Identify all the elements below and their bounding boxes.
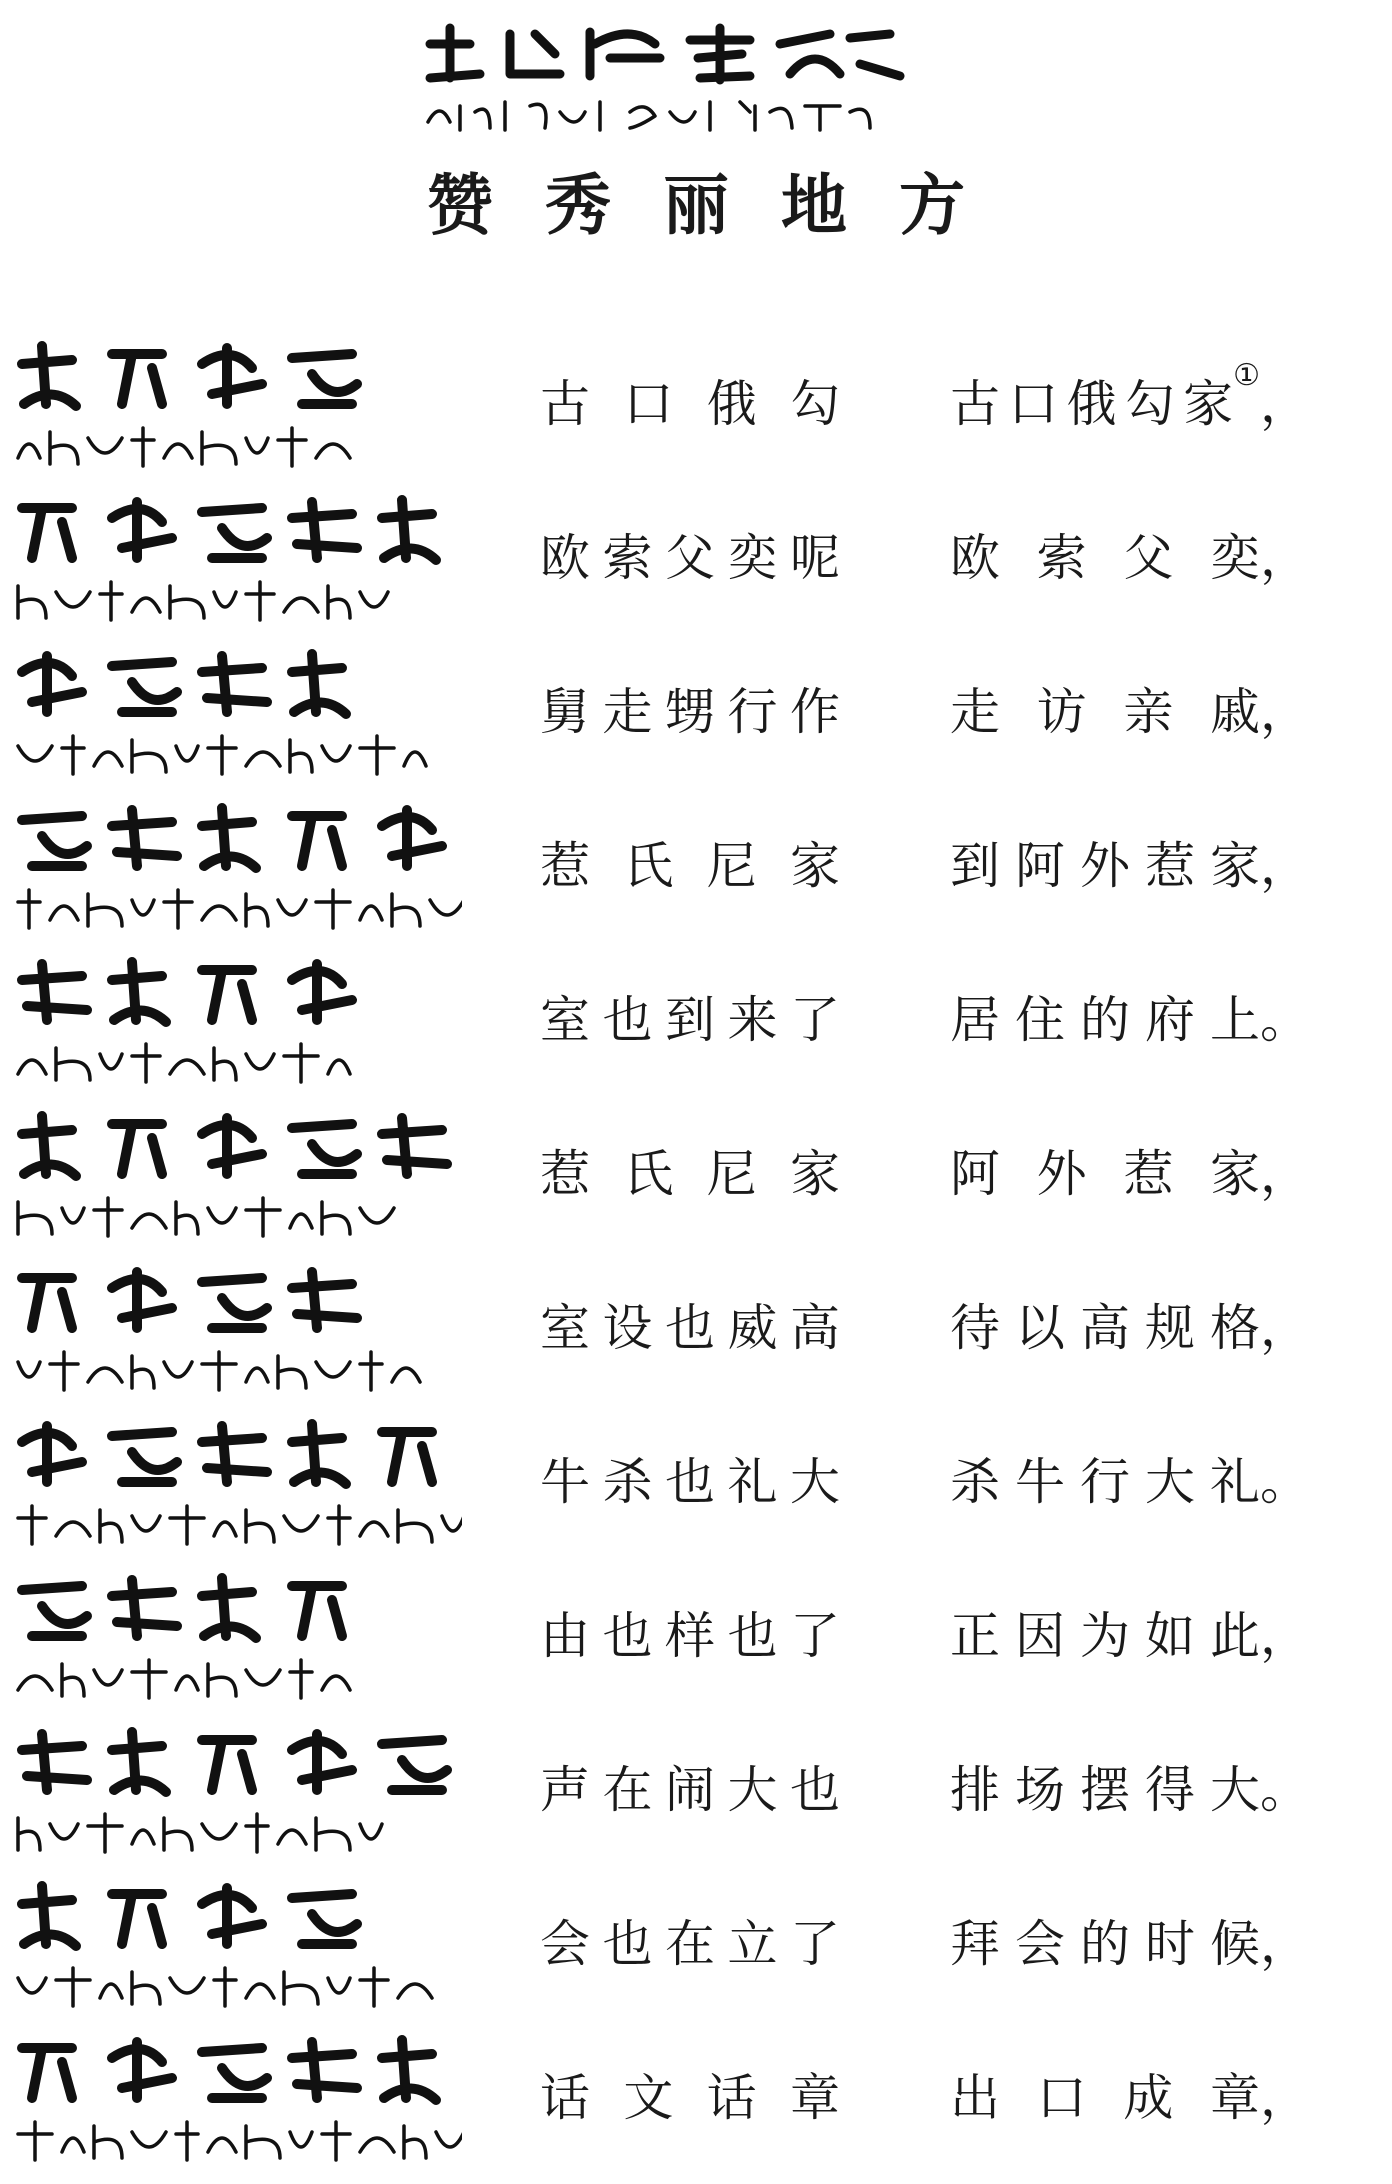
- literal-char: 闹: [665, 1761, 715, 1819]
- free-char: 会: [1015, 1915, 1065, 1973]
- free-char: 上。: [1210, 980, 1310, 1052]
- literal-translation: [540, 980, 840, 1052]
- literal-translation: [540, 1442, 840, 1514]
- literal-translation: [540, 1596, 840, 1668]
- yi-script-line-image: [12, 1720, 462, 1804]
- free-translation: [950, 2058, 1310, 2130]
- free-char: 的: [1080, 991, 1130, 1049]
- literal-char: 礼: [727, 1453, 778, 1511]
- literal-char: 奕: [727, 529, 778, 587]
- free-char: 成: [1123, 2069, 1174, 2127]
- free-translation: [950, 1596, 1310, 1668]
- poem-line: [0, 1408, 1392, 1562]
- yi-script-line-image: [12, 1874, 462, 1958]
- poem-line: [0, 1716, 1392, 1870]
- poem-line: [0, 1562, 1392, 1716]
- literal-char: 话: [540, 2069, 590, 2127]
- literal-char: 立: [727, 1915, 778, 1973]
- literal-char: 勾: [789, 375, 840, 433]
- literal-translation: [540, 1288, 840, 1360]
- free-char: 俄: [1066, 375, 1117, 433]
- literal-char: 口: [623, 375, 674, 433]
- literal-char: 了: [790, 991, 840, 1049]
- punctuation: 。: [1260, 1453, 1310, 1511]
- free-char: 拜: [950, 1915, 1000, 1973]
- free-char: 场: [1015, 1761, 1065, 1819]
- yi-phonetic-line-image: [12, 2112, 462, 2170]
- free-char: 规: [1145, 1299, 1195, 1357]
- free-char: 大。: [1210, 1750, 1310, 1822]
- free-char: 口: [1036, 2069, 1087, 2127]
- literal-char: 话: [706, 2069, 757, 2127]
- free-char: 住: [1015, 991, 1065, 1049]
- free-translation: [950, 1134, 1310, 1206]
- literal-char: 呢: [790, 529, 840, 587]
- literal-char: 威: [727, 1299, 778, 1357]
- free-char: 家①，: [1183, 364, 1310, 436]
- punctuation: 。: [1260, 1761, 1310, 1819]
- free-translation: [950, 1288, 1310, 1360]
- punctuation: 。: [1260, 991, 1310, 1049]
- poem-line: [0, 946, 1392, 1100]
- punctuation: ，: [1259, 2069, 1310, 2127]
- free-char: 惹: [1123, 1145, 1174, 1203]
- free-char: 古: [950, 375, 1000, 433]
- literal-char: 也: [727, 1607, 778, 1665]
- literal-char: 来: [727, 991, 778, 1049]
- literal-char: 古: [540, 375, 590, 433]
- literal-char: 也: [602, 1607, 653, 1665]
- free-char: 大: [1145, 1453, 1195, 1511]
- free-char: 时: [1145, 1915, 1195, 1973]
- free-char: 外: [1080, 837, 1130, 895]
- poem-line: [0, 484, 1392, 638]
- free-char: 家，: [1210, 1134, 1310, 1206]
- literal-translation: [540, 826, 840, 898]
- literal-char: 章: [789, 2069, 840, 2127]
- literal-translation: [540, 518, 840, 590]
- free-char: 的: [1080, 1915, 1130, 1973]
- literal-char: 也: [602, 1915, 653, 1973]
- free-char: 奕，: [1210, 518, 1310, 590]
- literal-char: 尼: [706, 837, 757, 895]
- punctuation: ，: [1260, 837, 1310, 895]
- punctuation: ，: [1260, 1299, 1310, 1357]
- literal-translation: [540, 1750, 840, 1822]
- free-translation: [950, 1904, 1310, 1976]
- free-char: 府: [1145, 991, 1195, 1049]
- poem-header: [0, 0, 1392, 250]
- yi-script-line-image: [12, 796, 462, 880]
- literal-char: 到: [665, 991, 715, 1049]
- free-char: 惹: [1145, 837, 1195, 895]
- free-char: 为: [1080, 1607, 1130, 1665]
- literal-char: 在: [602, 1761, 653, 1819]
- literal-translation: [540, 1904, 840, 1976]
- yi-script-line-image: [12, 1566, 462, 1650]
- yi-phonetic-line-image: [12, 418, 462, 476]
- literal-char: 惹: [540, 837, 590, 895]
- literal-translation: [540, 672, 840, 744]
- free-char: 此，: [1210, 1596, 1310, 1668]
- literal-char: 由: [540, 1607, 590, 1665]
- literal-translation: [540, 1134, 840, 1206]
- literal-char: 也: [602, 991, 653, 1049]
- free-char: 勾: [1124, 375, 1175, 433]
- free-translation: [950, 980, 1310, 1052]
- literal-char: 了: [790, 1607, 840, 1665]
- literal-char: 高: [790, 1299, 840, 1357]
- punctuation: ，: [1259, 1145, 1310, 1203]
- punctuation: ，: [1259, 529, 1310, 587]
- free-char: 以: [1015, 1299, 1065, 1357]
- free-char: 居: [950, 991, 1000, 1049]
- footnote-marker: ①: [1233, 358, 1260, 393]
- literal-char: 舅: [540, 683, 590, 741]
- free-char: 因: [1015, 1607, 1065, 1665]
- free-char: 牛: [1015, 1453, 1065, 1511]
- free-char: 如: [1145, 1607, 1195, 1665]
- literal-char: 声: [540, 1761, 590, 1819]
- yi-phonetic-line-image: [12, 1342, 462, 1400]
- literal-char: 也: [665, 1299, 715, 1357]
- literal-char: 父: [665, 529, 715, 587]
- punctuation: ，: [1259, 683, 1310, 741]
- yi-phonetic-title-image: [420, 92, 960, 136]
- free-char: 得: [1145, 1761, 1195, 1819]
- yi-phonetic-line-image: [12, 880, 462, 938]
- free-char: 欧: [950, 529, 1000, 587]
- literal-char: 索: [602, 529, 653, 587]
- poem-line: [0, 638, 1392, 792]
- yi-phonetic-line-image: [12, 726, 462, 784]
- free-char: 访: [1036, 683, 1087, 741]
- punctuation: ，: [1260, 1607, 1310, 1665]
- free-char: 口: [1008, 375, 1059, 433]
- yi-script-line-image: [12, 642, 462, 726]
- free-translation: [950, 358, 1310, 436]
- poem-line: [0, 1870, 1392, 2024]
- yi-script-title-image: [420, 14, 960, 92]
- literal-char: 室: [540, 1299, 590, 1357]
- literal-char: 大: [727, 1761, 778, 1819]
- literal-char: 大: [790, 1453, 840, 1511]
- literal-char: 也: [790, 1761, 840, 1819]
- free-char: 外: [1036, 1145, 1087, 1203]
- free-char: 亲: [1123, 683, 1174, 741]
- yi-phonetic-line-image: [12, 1650, 462, 1708]
- literal-char: 氏: [623, 1145, 674, 1203]
- literal-char: 作: [790, 683, 840, 741]
- yi-script-line-image: [12, 950, 462, 1034]
- yi-phonetic-line-image: [12, 1034, 462, 1092]
- literal-char: 惹: [540, 1145, 590, 1203]
- punctuation: ，: [1260, 1915, 1310, 1973]
- literal-char: 欧: [540, 529, 590, 587]
- yi-phonetic-line-image: [12, 572, 462, 630]
- literal-char: 杀: [602, 1453, 653, 1511]
- yi-phonetic-line-image: [12, 1958, 462, 2016]
- literal-char: 文: [623, 2069, 674, 2127]
- yi-script-line-image: [12, 1412, 462, 1496]
- free-char: 礼。: [1210, 1442, 1310, 1514]
- free-char: 正: [950, 1607, 1000, 1665]
- literal-translation: [540, 364, 840, 436]
- poem-line: [0, 330, 1392, 484]
- literal-char: 走: [602, 683, 653, 741]
- free-char: 摆: [1080, 1761, 1130, 1819]
- free-char: 戚，: [1210, 672, 1310, 744]
- literal-char: 了: [790, 1915, 840, 1973]
- free-char: 候，: [1210, 1904, 1310, 1976]
- literal-char: 俄: [706, 375, 757, 433]
- free-char: 高: [1080, 1299, 1130, 1357]
- literal-char: 甥: [665, 683, 715, 741]
- literal-char: 氏: [623, 837, 674, 895]
- punctuation: ，: [1259, 375, 1310, 433]
- free-char: 索: [1036, 529, 1087, 587]
- literal-char: 设: [602, 1299, 653, 1357]
- poem-title-chinese: 赞秀丽地方: [427, 166, 1017, 244]
- free-translation: [950, 518, 1310, 590]
- free-char: 走: [950, 683, 1000, 741]
- literal-char: 家: [789, 1145, 840, 1203]
- poem-line: [0, 2024, 1392, 2178]
- yi-script-line-image: [12, 2028, 462, 2112]
- free-char: 父: [1123, 529, 1174, 587]
- literal-char: 牛: [540, 1453, 590, 1511]
- poem-line: [0, 1254, 1392, 1408]
- literal-char: 室: [540, 991, 590, 1049]
- free-char: 排: [950, 1761, 1000, 1819]
- yi-phonetic-line-image: [12, 1804, 462, 1862]
- literal-char: 家: [789, 837, 840, 895]
- yi-script-line-image: [12, 334, 462, 418]
- free-translation: [950, 826, 1310, 898]
- literal-char: 也: [665, 1453, 715, 1511]
- free-char: 行: [1080, 1453, 1130, 1511]
- literal-char: 样: [665, 1607, 715, 1665]
- free-char: 阿: [1015, 837, 1065, 895]
- free-char: 家，: [1210, 826, 1310, 898]
- free-char: 杀: [950, 1453, 1000, 1511]
- free-translation: [950, 1442, 1310, 1514]
- yi-script-line-image: [12, 1104, 462, 1188]
- free-char: 待: [950, 1299, 1000, 1357]
- yi-script-line-image: [12, 488, 462, 572]
- poem-line: [0, 1100, 1392, 1254]
- literal-translation: [540, 2058, 840, 2130]
- yi-phonetic-line-image: [12, 1188, 462, 1246]
- literal-char: 行: [727, 683, 778, 741]
- literal-char: 会: [540, 1915, 590, 1973]
- free-char: 章，: [1210, 2058, 1310, 2130]
- free-char: 出: [950, 2069, 1000, 2127]
- poem-line: [0, 792, 1392, 946]
- free-translation: [950, 1750, 1310, 1822]
- free-char: 格，: [1210, 1288, 1310, 1360]
- yi-script-line-image: [12, 1258, 462, 1342]
- free-translation: [950, 672, 1310, 744]
- free-char: 到: [950, 837, 1000, 895]
- literal-char: 在: [665, 1915, 715, 1973]
- free-char: 阿: [950, 1145, 1000, 1203]
- literal-char: 尼: [706, 1145, 757, 1203]
- yi-phonetic-line-image: [12, 1496, 462, 1554]
